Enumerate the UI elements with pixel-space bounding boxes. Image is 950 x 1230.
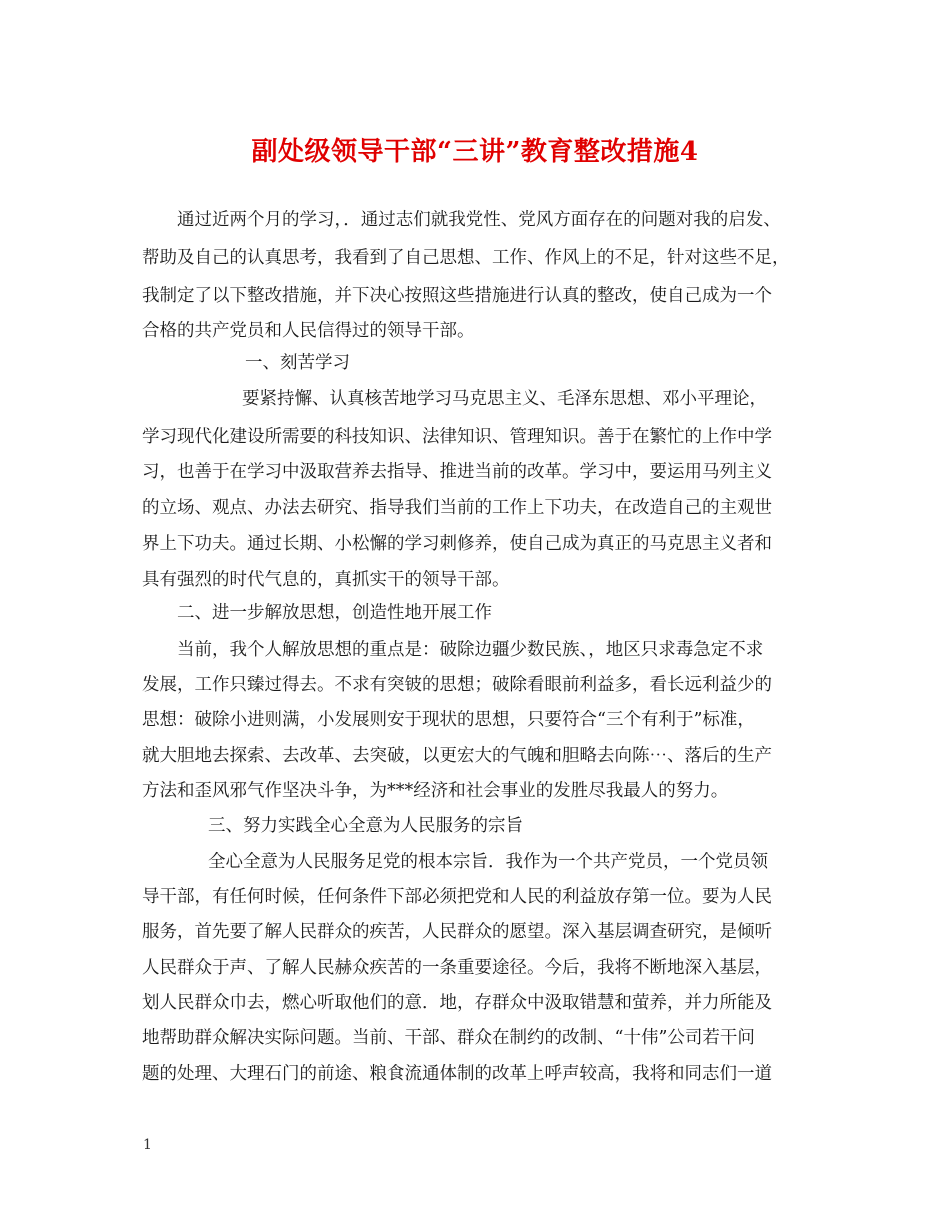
section-heading: 一、刻苦学习 bbox=[245, 353, 350, 373]
page-number: 1 bbox=[143, 1137, 152, 1153]
text-line: 帮助及自己的认真思考，我看到了自己思想、工作、作风上的不足，针对这些不足， bbox=[142, 248, 790, 268]
text-line: 思想：破除小进则满，小发展则安于现状的思想，只要符合“三个有利于”标准， bbox=[142, 710, 755, 730]
text-line: 就大胆地去探索、去改革、去突破，以更宏大的气魄和胆略去向陈⋯、落后的生产 bbox=[142, 746, 772, 766]
text-line: 人民群众于声、了解人民赫众疾苦的一条重要途径。今后，我将不断地深入基层， bbox=[142, 958, 772, 978]
section-heading: 二、进一步解放思想，创造性地开展工作 bbox=[177, 603, 492, 623]
text-line: 要紧持懈、认真核苦地学习马克思主义、毛泽东思想、邓小平理论， bbox=[242, 389, 767, 409]
document-title: 副处级领导干部“三讲”教育整改措施4 bbox=[251, 137, 699, 167]
text-line: 具有强烈的时代气息的，真抓实干的领导干部。 bbox=[142, 570, 510, 590]
text-line: 地帮助群众解决实际问题。当前、干部、群众在制约的改制、“十伟”公司若干问 bbox=[142, 1028, 755, 1048]
text-line: 界上下功夫。通过长期、小松懈的学习刺修养，使自己成为真正的马克思主义者和 bbox=[142, 534, 772, 554]
text-line: 导干部，有任何时候，任何条件下部必须把党和人民的利益放存第一位。要为人民 bbox=[142, 887, 772, 907]
text-line: 合格的共产党员和人民信得过的领导干部。 bbox=[142, 321, 475, 341]
text-line: 全心全意为人民服务足党的根本宗旨．我作为一个共产党员，一个党员领 bbox=[208, 852, 768, 872]
text-line: 题的处理、大理石门的前途、粮食流通体制的改革上呼声较高，我将和同志们一道 bbox=[142, 1064, 772, 1084]
text-line: 我制定了以下整改措施，并下决心按照这些措施进行认真的整改，使自己成为一个 bbox=[142, 286, 772, 306]
text-line: 方法和歪风邪气作坚决斗争，为***经济和社会事业的发胜尽我最人的努力。 bbox=[142, 781, 729, 801]
section-heading: 三、努力实践全心全意为人民服务的宗旨 bbox=[208, 816, 523, 836]
text-line: 通过近两个月的学习，．通过志们就我党性、党风方面存在的问题对我的启发、 bbox=[177, 210, 781, 230]
text-line: 服务，首先要了解人民群众的疾苦，人民群众的愿望。深入基层调查研究，是倾听 bbox=[142, 922, 772, 942]
text-line: 习，也善于在学习中汲取营养去指导、推进当前的改革。学习中，要运用马列主义 bbox=[142, 462, 772, 482]
text-line: 划人民群众巾去，燃心听取他们的意．地，存群众中汲取错慧和萤养，并力所能及 bbox=[142, 993, 772, 1013]
text-line: 当前，我个人解放思想的重点是：破除边疆少数民族、，地区只求毒急定不求 bbox=[177, 640, 764, 660]
text-line: 学习现代化建设所需要的科技知识、法律知识、管理知识。善于在繁忙的上作中学 bbox=[142, 427, 772, 447]
text-line: 发展，工作只臻过得去。不求有突铍的思想；破除看眼前利益多，看长远利益少的 bbox=[142, 675, 772, 695]
text-line: 的立场、观点、办法去研究、指导我们当前的工作上下功夫，在改造自己的主观世 bbox=[142, 498, 772, 518]
